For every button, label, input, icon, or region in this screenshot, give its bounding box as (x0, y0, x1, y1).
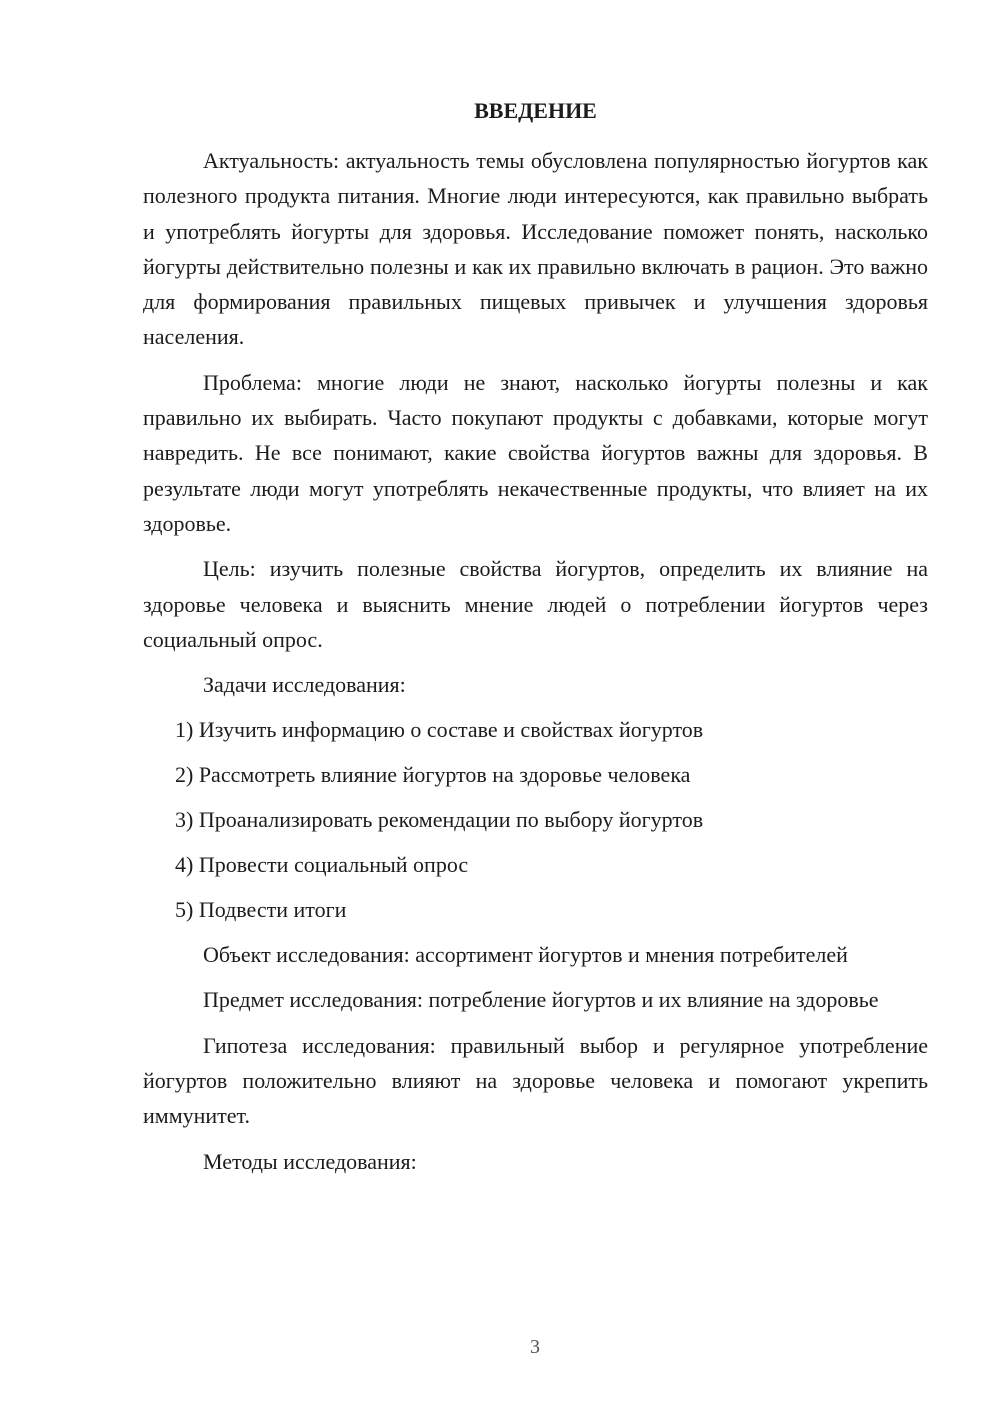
tasks-list (143, 712, 928, 927)
list-item: 4) Провести социальный опрос (175, 852, 469, 878)
object-paragraph: Объект исследования: ассортимент йогуртов и мнения потребителей (203, 942, 848, 968)
goal-paragraph: Цель: изучить полезные свойства йогуртов, определить их влияние на здоровье человека и выяснить мнение людей о потреблении йогуртов через социальный опрос. (143, 556, 928, 652)
problem-paragraph: Проблема: многие люди не знают, насколько йогурты полезны и как правильно их выбирать. Часто покупают продукты с добавками, которые могут навредить. Не все понимают, какие свойства йогуртов важны для здоровья. В результате люди могут употреблять некачественные продукты, что влияет на их здоровье. (143, 369, 928, 536)
document-body (143, 143, 928, 1179)
subject-paragraph: Предмет исследования: потребление йогуртов и их влияние на здоровье (203, 987, 879, 1013)
list-item: 2) Рассмотреть влияние йогуртов на здоровье человека (175, 762, 691, 788)
relevance-paragraph: Актуальность: актуальность темы обусловлена популярностью йогуртов как полезного продукта питания. Многие люди интересуются, как правильно выбрать и употреблять йогурты для здоровья. Исследование поможет понять, насколько йогурты действительно полезны и как их правильно включать в рацион. Это важно для формирования правильных пищевых привычек и улучшения здоровья населения. (143, 148, 928, 350)
page-title: ВВЕДЕНИЕ (474, 98, 597, 123)
list-item: 3) Проанализировать рекомендации по выбору йогуртов (175, 807, 704, 833)
tasks-heading: Задачи исследования: (203, 672, 406, 698)
list-item: 1) Изучить информацию о составе и свойствах йогуртов (175, 717, 704, 743)
page-number: 3 (530, 1336, 540, 1358)
list-item: 5) Подвести итоги (175, 897, 347, 923)
hypothesis-paragraph: Гипотеза исследования: правильный выбор и регулярное употребление йогуртов положительно влияют на здоровье человека и помогают укрепить иммунитет. (143, 1032, 928, 1129)
methods-heading: Методы исследования: (203, 1148, 417, 1174)
research-details (143, 937, 928, 1179)
